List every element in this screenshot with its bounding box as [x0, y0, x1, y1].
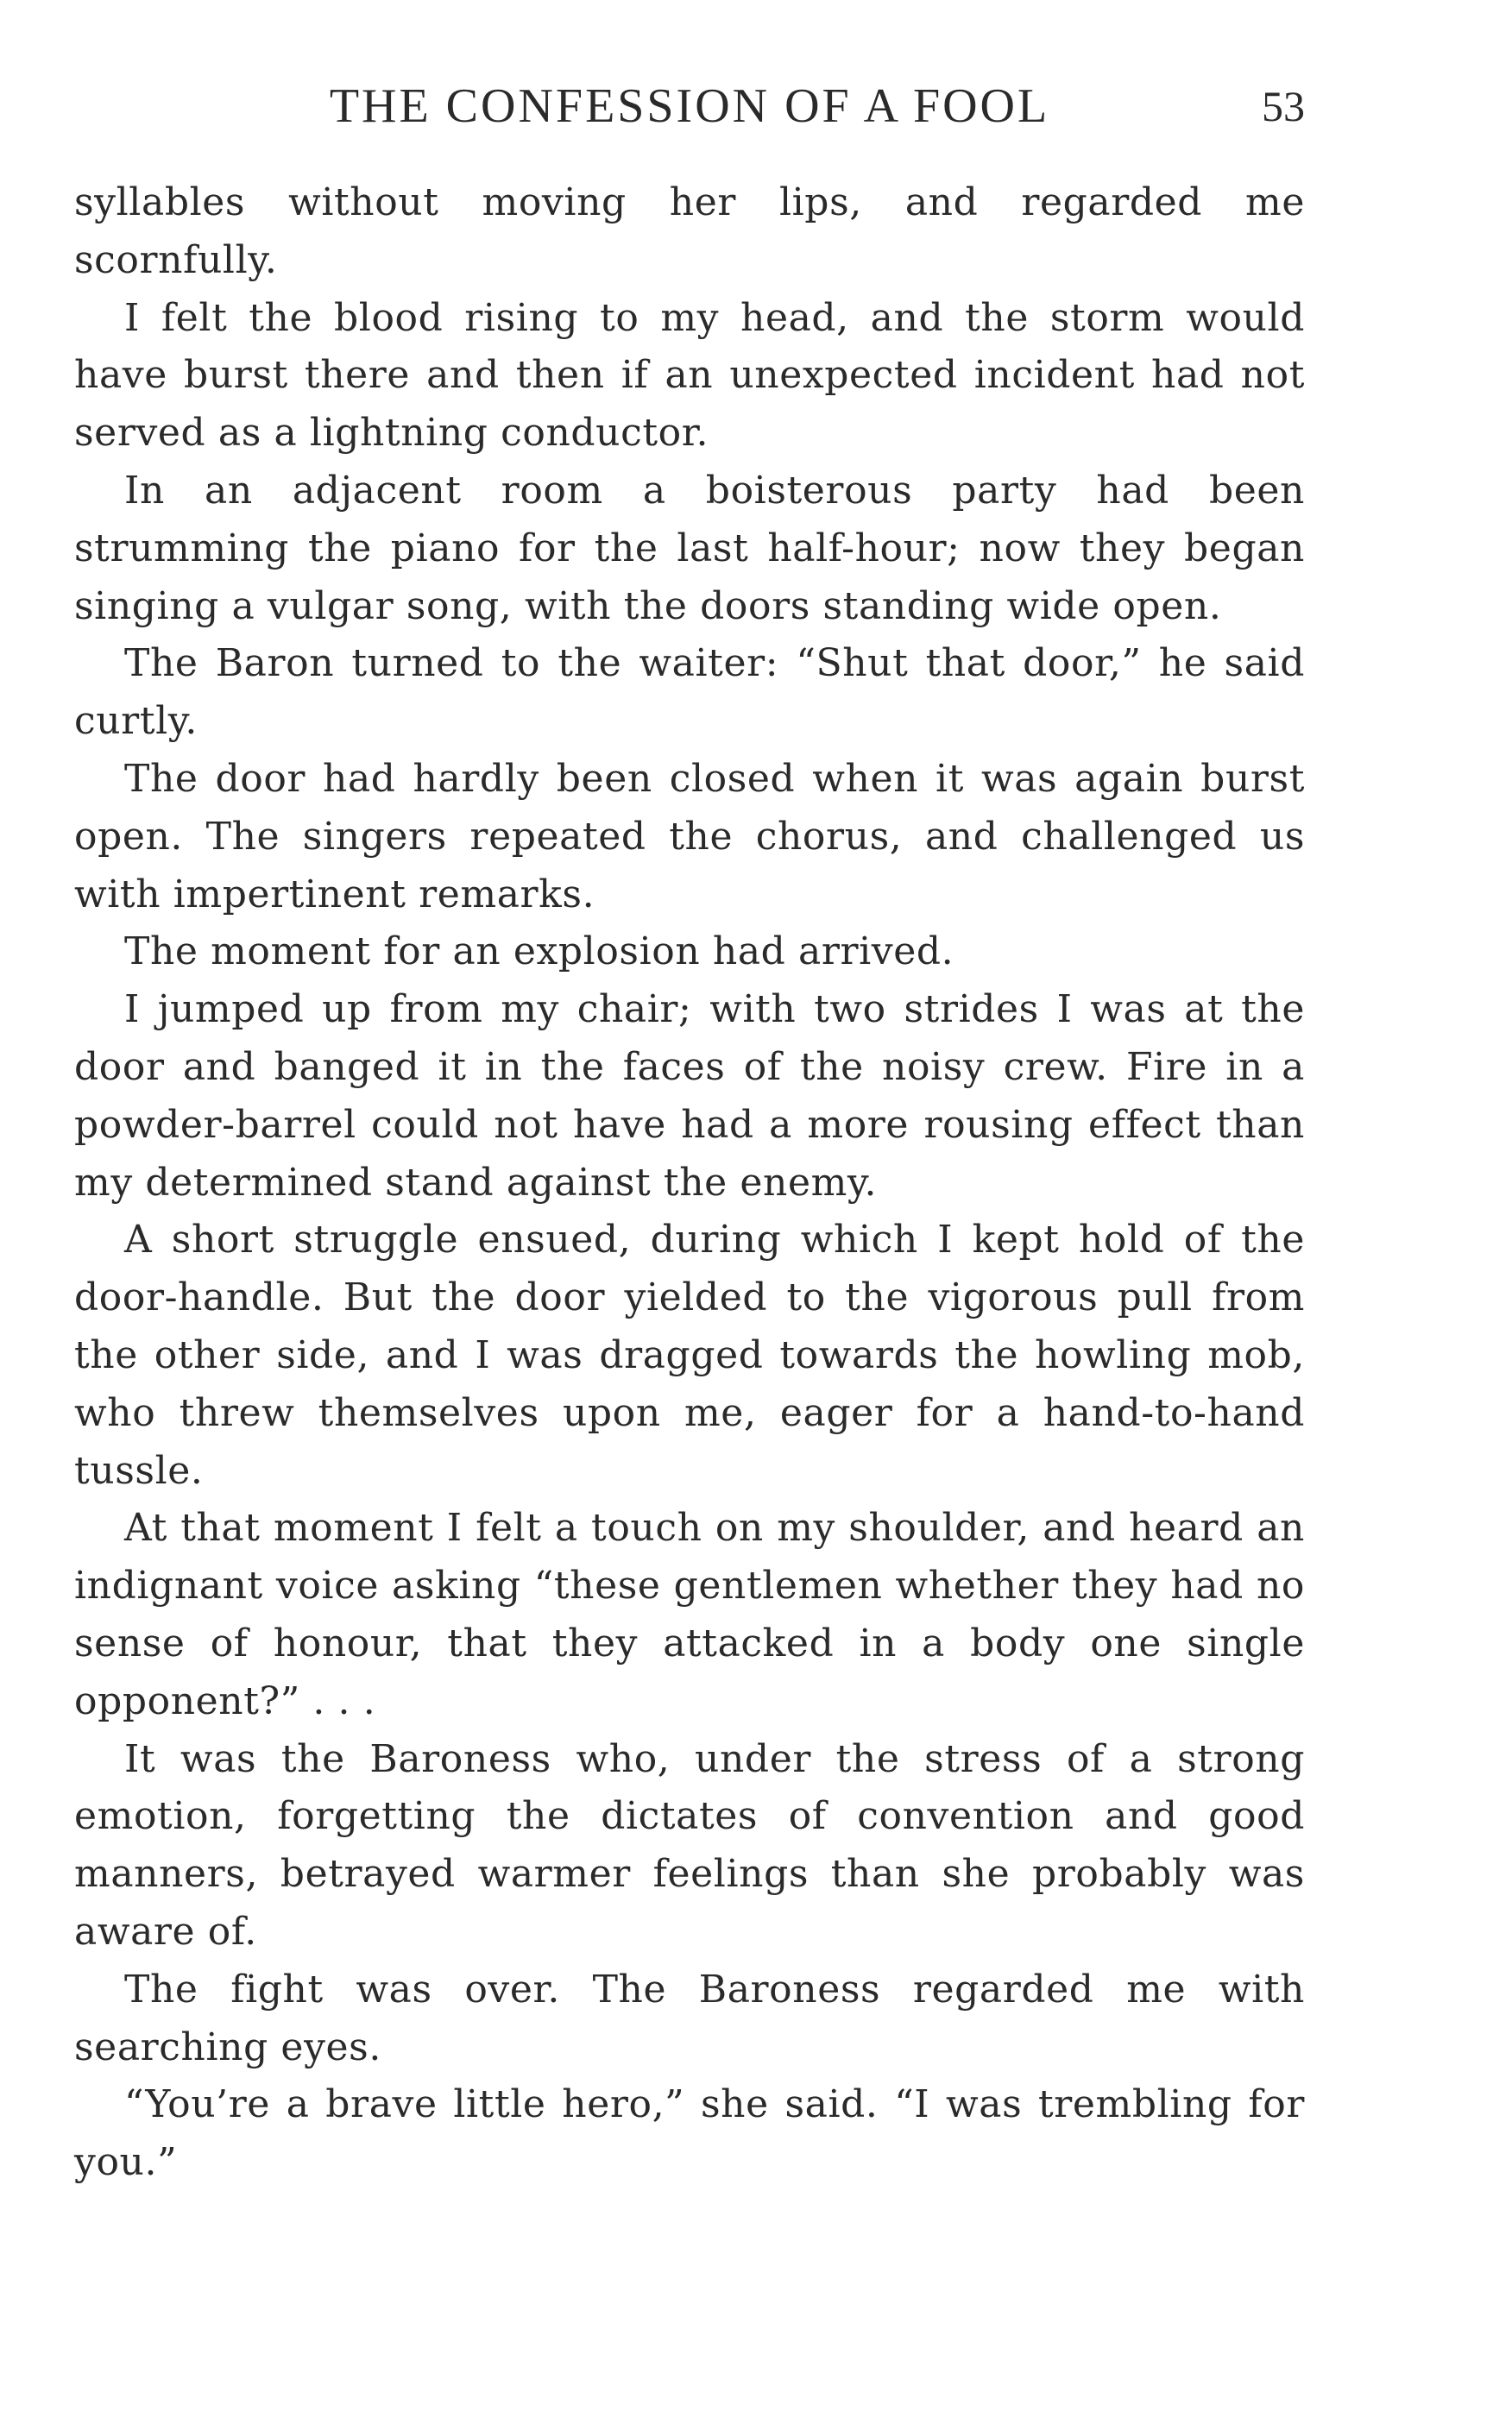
- paragraph: I jumped up from my chair; with two strides I was at the door and banged it in the faces of the noisy crew. Fire in a powder-barrel could not have had a more rousing effect than my determined stand against the enemy.: [74, 987, 1305, 1205]
- paragraph: It was the Baroness who, under the stress of a strong emotion, forgetting the dictates of convention and good manners, betrayed warmer feelings than she probably was aware of.: [74, 1736, 1305, 1954]
- body-text: [74, 174, 1305, 2192]
- paragraph: I felt the blood rising to my head, and the storm would have burst there and then if an unexpected incident had not served as a lightning conductor.: [74, 295, 1305, 456]
- paragraph: At that moment I felt a touch on my shoulder, and heard an indignant voice asking “these gentlemen whether they had no sense of honour, that they attacked in a body one single opponent?” . . .: [74, 1506, 1305, 1723]
- running-title: THE CONFESSION OF A FOOL: [329, 79, 1050, 133]
- paragraph: The moment for an explosion had arrived.: [124, 929, 954, 974]
- paragraph: In an adjacent room a boisterous party had been strumming the piano for the last half-hour; now they began singing a vulgar song, with the doors standing wide open.: [74, 468, 1305, 628]
- running-head: [74, 76, 1305, 136]
- paragraph: “You’re a brave little hero,” she said. “I was trembling for you.”: [74, 2082, 1305, 2185]
- paragraph: The fight was over. The Baroness regarded me with searching eyes.: [74, 1967, 1305, 2069]
- paragraph: The door had hardly been closed when it was again burst open. The singers repeated the chorus, and challenged us with impertinent remarks.: [74, 756, 1305, 916]
- page-number: 53: [1262, 82, 1305, 130]
- paragraph: The Baron turned to the waiter: “Shut that door,” he said curtly.: [74, 641, 1305, 744]
- paragraph: A short struggle ensued, during which I kept hold of the door-handle. But the door yielded to the vigorous pull from the other side, and I was dragged towards the howling mob, who threw themselves upon me, eager for a hand-to-hand tussle.: [74, 1218, 1305, 1493]
- paragraph-continuation: syllables without moving her lips, and regarded me scornfully.: [74, 180, 1305, 282]
